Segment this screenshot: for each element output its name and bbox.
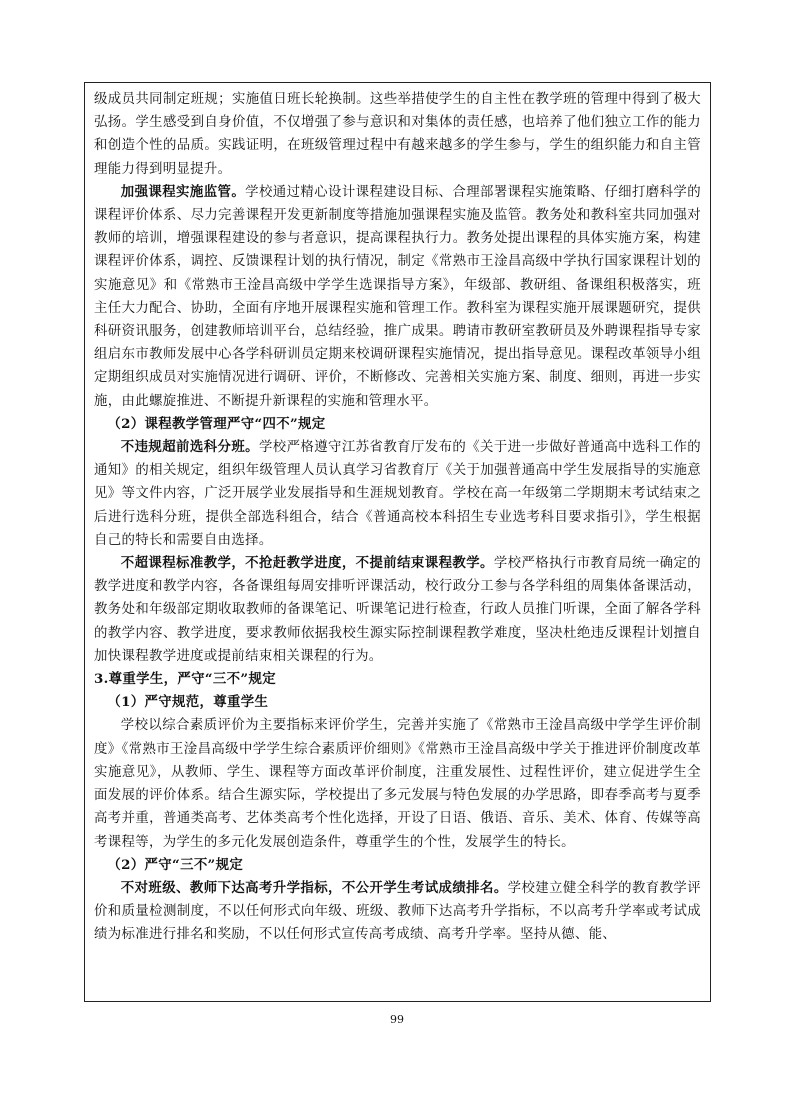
paragraph-lead: 不违规超前选科分班。 <box>120 439 259 456</box>
paragraph-class-management <box>94 88 701 181</box>
section-heading-respect-students: 3.尊重学生，严守“三不”规定 <box>94 671 276 688</box>
subsection-heading-three-no: （2）严守“三不”规定 <box>107 856 244 873</box>
section-heading-four-no: （2）课程教学管理严守“四不”规定 <box>107 415 326 432</box>
page-number: 99 <box>390 1013 404 1026</box>
paragraph-text: 学校建立健全科学的教育教学评价和质量检测制度，不以任何形式向年级、班级、教师下达高考升学指标，不以高考升学率或考试成绩为标准进行排名和奖励，不以任何形式宣传高考成绩、高考升学率。坚持从德、能、 <box>94 880 701 943</box>
paragraph-no-early-streaming <box>94 436 701 552</box>
paragraph-no-exceeding-standards <box>94 552 701 668</box>
paragraph-lead: 不对班级、教师下达高考升学指标，不公开学生考试成绩排名。 <box>120 879 508 896</box>
content-frame <box>84 82 711 1002</box>
paragraph-evaluation <box>94 714 701 853</box>
subsection-heading-norms: （1）严守规范，尊重学生 <box>107 694 269 711</box>
paragraph-text: 学校通过精心设计课程建设目标、合理部署课程实施策略、仔细打磨科学的课程评价体系、尽力完善课程开发更新制度等措施加强课程实施及监管。教务处和教科室共同加强对教师的培训，增强课程建设的参与者意识，提高课程执行力。教务处提出课程的具体实施方案，构建课程评价体系，调控、反馈课程计划的执行情况，制定《常熟市王淦昌高级中学执行国家课程计划的实施意见》和《常熟市王淦昌高级中学学生选课指导方案》，年级部、教研组、备课组积极落实，班主任大力配合、协助，全面有序地开展课程实施和管理工作。教科室为课程实施开展课题研究，提供科研资讯服务，创建教师培训平台，总结经验，推广成果。聘请市教研室教研员及外聘课程指导专家组启东市教师发展中心各学科研训员定期来校调研课程实施情况，提出指导意见。课程改革领导小组定期组织成员对实施情况进行调研、评价，不断修改、完善相关实施方案、制度、细则，再进一步实施，由此螺旋推进、不断提升新课程的实施和管理水平。 <box>94 184 701 409</box>
paragraph-text: 学校以综合素质评价为主要指标来评价学生，完善并实施了《常熟市王淦昌高级中学学生评价制度》《常熟市王淦昌高级中学学生综合素质评价细则》《常熟市王淦昌高级中学关于推进评价制度改革实施意见》，从教师、学生、课程等方面改革评价制度，注重发展性、过程性评价，建立促进学生全面发展的评价体系。结合生源实际，学校提出了多元发展与特色发展的办学思路，即春季高考与夏季高考并重，普通类高考、艺体类高考个性化选择，开设了日语、俄语、音乐、美术、体育、传媒等高考课程等，为学生的多元化发展创造条件，尊重学生的个性，发展学生的特长。 <box>94 718 701 850</box>
paragraph-no-ranking <box>94 877 701 947</box>
paragraph-course-supervision <box>94 181 701 413</box>
paragraph-text: 级成员共同制定班规；实施值日班长轮换制。这些举措使学生的自主性在教学班的管理中得到了极大弘扬。学生感受到自身价值，不仅增强了参与意识和对集体的责任感，也培养了他们独立工作的能力和创造个性的品质。实践证明，在班级管理过程中有越来越多的学生参与，学生的组织能力和自主管理能力得到明显提升。 <box>94 92 701 177</box>
paragraph-text: 学校严格执行市教育局统一确定的教学进度和教学内容，各备课组每周安排听评课活动，校行政分工参与各学科组的周集体备课活动，教务处和年级部定期收取教师的备课笔记、听课笔记进行检查，行政人员推门听课，全面了解各学科的教学内容、教学进度，要求教师依据我校生源实际控制课程教学难度，坚决杜绝违反课程计划擅自加快课程教学进度或提前结束相关课程的行为。 <box>94 556 702 664</box>
paragraph-lead: 不超课程标准教学，不抢赶教学进度，不提前结束课程教学。 <box>120 555 494 572</box>
paragraph-lead: 加强课程实施监管。 <box>120 183 246 200</box>
paragraph-text: 学校严格遵守江苏省教育厅发布的《关于进一步做好普通高中选科工作的通知》的相关规定，组织年级管理人员认真学习省教育厅《关于加强普通高中学生发展指导的实施意见》等文件内容，广泛开展学业发展指导和生涯规划教育。学校在高一年级第二学期期末考试结束之后进行选科分班，提供全部选科组合，结合《普通高校本科招生专业选考科目要求指引》，学生根据自己的特长和需要自由选择。 <box>94 440 702 548</box>
